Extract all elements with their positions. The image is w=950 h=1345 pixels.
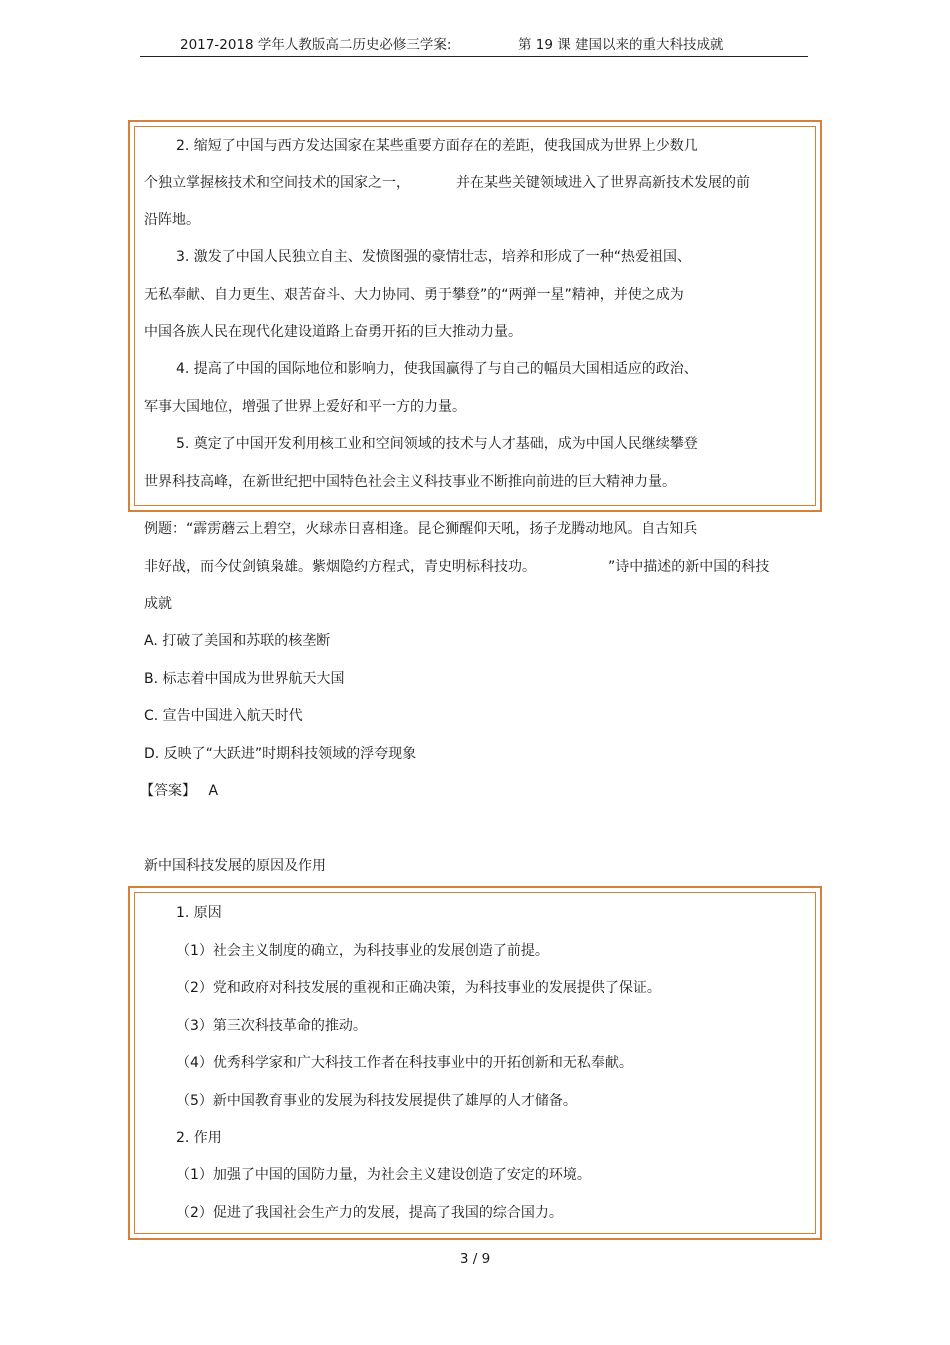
example-question-line-1: 例题：“霹雳蘑云上碧空，火球赤日喜相逢。昆仑狮醒仰天吼，扬子龙腾动地风。自古知兵 bbox=[144, 521, 698, 537]
cause-item-1: （1）社会主义制度的确立，为科技事业的发展创造了前提。 bbox=[176, 943, 549, 959]
option-a: A. 打破了美国和苏联的核垄断 bbox=[144, 633, 331, 649]
example-question-line-3: 成就 bbox=[144, 596, 172, 612]
significance-point-3-line-2: 无私奉献、自力更生、艰苦奋斗、大力协同、勇于攀登”的“两弹一星”精神，并使之成为 bbox=[144, 287, 684, 303]
header-lesson-title: 第 19 课 建国以来的重大科技成就 bbox=[518, 37, 724, 53]
significance-point-5-line-2: 世界科技高峰，在新世纪把中国特色社会主义科技事业不断推向前进的巨大精神力量。 bbox=[144, 474, 676, 490]
effects-heading: 2. 作用 bbox=[176, 1130, 222, 1146]
answer-label: 【答案】 bbox=[140, 783, 196, 799]
answer-value: A bbox=[208, 783, 219, 799]
example-question-line-2a: 非好战，而今仗剑镇枭雄。紫烟隐约方程式，青史明标科技功。 bbox=[144, 559, 536, 575]
option-c: C. 宣告中国进入航天时代 bbox=[144, 708, 303, 724]
significance-point-2-line-3: 沿阵地。 bbox=[144, 212, 200, 228]
option-d: D. 反映了“大跃进”时期科技领域的浮夸现象 bbox=[144, 746, 417, 762]
effect-item-1: （1）加强了中国的国防力量，为社会主义建设创造了安定的环境。 bbox=[176, 1167, 591, 1183]
significance-point-4-line-1: 4. 提高了中国的国际地位和影响力，使我国赢得了与自己的幅员大国相适应的政治、 bbox=[176, 361, 698, 377]
answer-row bbox=[140, 782, 218, 800]
cause-item-4: （4）优秀科学家和广大科技工作者在科技事业中的开拓创新和无私奉献。 bbox=[176, 1055, 633, 1071]
significance-point-5-line-1: 5. 奠定了中国开发利用核工业和空间领域的技术与人才基础，成为中国人民继续攀登 bbox=[176, 436, 698, 452]
causes-heading: 1. 原因 bbox=[176, 905, 222, 921]
example-question-line-2b: ”诗中描述的新中国的科技 bbox=[608, 559, 770, 575]
cause-item-2: （2）党和政府对科技发展的重视和正确决策，为科技事业的发展提供了保证。 bbox=[176, 980, 661, 996]
header-course-title: 2017-2018 学年人教版高二历史必修三学案: bbox=[180, 37, 452, 53]
page-number: 3 / 9 bbox=[459, 1251, 491, 1267]
cause-item-5: （5）新中国教育事业的发展为科技发展提供了雄厚的人才储备。 bbox=[176, 1093, 577, 1109]
significance-point-3-line-1: 3. 激发了中国人民独立自主、发愤图强的豪情壮志，培养和形成了一种“热爱祖国、 bbox=[176, 249, 692, 265]
significance-point-2-line-2a: 个独立掌握核技术和空间技术的国家之一， bbox=[144, 175, 410, 191]
section-title: 新中国科技发展的原因及作用 bbox=[144, 858, 326, 874]
significance-point-4-line-2: 军事大国地位，增强了世界上爱好和平一方的力量。 bbox=[144, 399, 466, 415]
option-b: B. 标志着中国成为世界航天大国 bbox=[144, 671, 345, 687]
significance-point-3-line-3: 中国各族人民在现代化建设道路上奋勇开拓的巨大推动力量。 bbox=[144, 324, 522, 340]
significance-point-2-line-2b: 并在某些关键领域进入了世界高新技术发展的前 bbox=[456, 175, 750, 191]
cause-item-3: （3）第三次科技革命的推动。 bbox=[176, 1018, 367, 1034]
effect-item-2: （2）促进了我国社会生产力的发展，提高了我国的综合国力。 bbox=[176, 1205, 563, 1221]
significance-point-2-line-1: 2. 缩短了中国与西方发达国家在某些重要方面存在的差距，使我国成为世界上少数几 bbox=[176, 138, 698, 154]
page-header bbox=[140, 36, 808, 57]
